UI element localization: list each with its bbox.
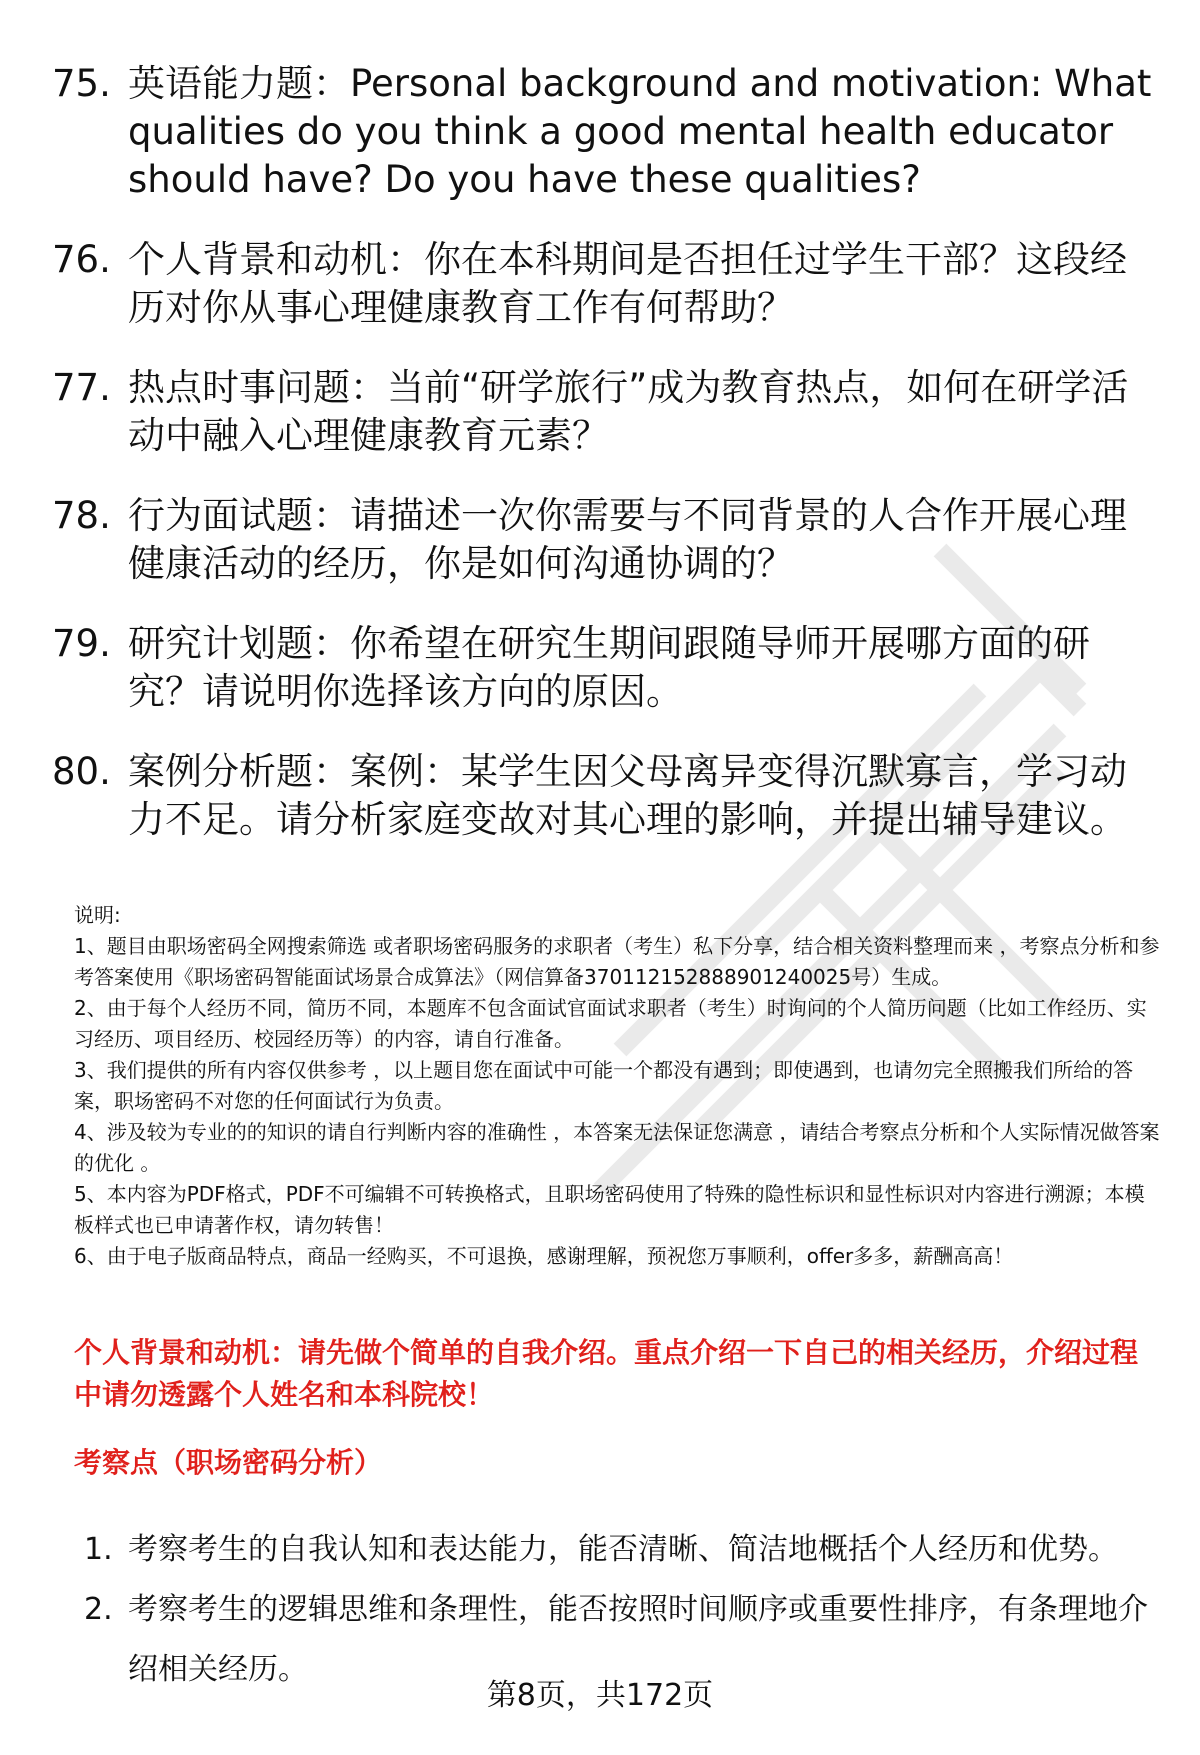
disclaimer-notes xyxy=(74,900,1164,1272)
note-item: 4、涉及较为专业的的知识的请自行判断内容的准确性 ，本答案无法保证您满意 ，请结合考察点分析和个人实际情况做答案的优化 。 xyxy=(74,1120,1160,1175)
analysis-point xyxy=(84,1520,1154,1580)
point-number: 1. xyxy=(84,1532,113,1567)
question-item xyxy=(52,748,1152,844)
notes-title: 说明: xyxy=(74,903,121,927)
question-number: 76. xyxy=(52,238,111,281)
question-item xyxy=(52,236,1152,332)
question-text: 案例分析题：案例：某学生因父母离异变得沉默寡言，学习动力不足。请分析家庭变故对其心理的影响，并提出辅导建议。 xyxy=(128,750,1127,841)
note-item: 1、题目由职场密码全网搜索筛选 或者职场密码服务的求职者（考生）私下分享，结合相关资料整理而来 ，考察点分析和参考答案使用《职场密码智能面试场景合成算法》（网信算备370112152888901240025号）生成。 xyxy=(74,934,1160,989)
question-list xyxy=(52,60,1152,876)
analysis-points xyxy=(84,1520,1154,1700)
section-title: 考察点（职场密码分析） xyxy=(74,1446,383,1479)
highlight-question: 个人背景和动机：请先做个简单的自我介绍。重点介绍一下自己的相关经历，介绍过程中请勿透露个人姓名和本科院校！ xyxy=(74,1336,1139,1411)
note-item: 3、我们提供的所有内容仅供参考 ，以上题目您在面试中可能一个都没有遇到；即使遇到，也请勿完全照搬我们所给的答案，职场密码不对您的任何面试行为负责。 xyxy=(74,1058,1134,1113)
question-text: 热点时事问题：当前“研学旅行”成为教育热点，如何在研学活动中融入心理健康教育元素？ xyxy=(128,366,1129,457)
question-item xyxy=(52,492,1152,588)
question-text: 行为面试题：请描述一次你需要与不同背景的人合作开展心理健康活动的经历，你是如何沟通协调的？ xyxy=(128,494,1127,585)
question-text: 研究计划题：你希望在研究生期间跟随导师开展哪方面的研究？请说明你选择该方向的原因。 xyxy=(128,622,1090,713)
question-number: 78. xyxy=(52,494,111,537)
point-text: 考察考生的逻辑思维和条理性，能否按照时间顺序或重要性排序，有条理地介绍相关经历。 xyxy=(128,1592,1148,1687)
question-number: 80. xyxy=(52,750,111,793)
note-item: 2、由于每个人经历不同，简历不同，本题库不包含面试官面试求职者（考生）时询问的个人简历问题（比如工作经历、实习经历、项目经历、校园经历等）的内容，请自行准备。 xyxy=(74,996,1147,1051)
page-footer: 第8页，共172页 xyxy=(486,1678,714,1713)
question-number: 77. xyxy=(52,366,111,409)
question-item xyxy=(52,364,1152,460)
note-item: 5、本内容为PDF格式，PDF不可编辑不可转换格式，且职场密码使用了特殊的隐性标识和显性标识对内容进行溯源；本模板样式也已申请著作权，请勿转售！ xyxy=(74,1182,1145,1237)
question-item xyxy=(52,60,1152,204)
question-number: 75. xyxy=(52,62,111,105)
question-text: 英语能力题：Personal background and motivation: What qualities do you think a good mental health educator should have? Do you have these qualities? xyxy=(128,62,1152,201)
question-text: 个人背景和动机：你在本科期间是否担任过学生干部？这段经历对你从事心理健康教育工作有何帮助？ xyxy=(128,238,1127,329)
point-text: 考察考生的自我认知和表达能力，能否清晰、简洁地概括个人经历和优势。 xyxy=(128,1532,1118,1567)
question-item xyxy=(52,620,1152,716)
question-number: 79. xyxy=(52,622,111,665)
point-number: 2. xyxy=(84,1592,113,1627)
note-item: 6、由于电子版商品特点，商品一经购买，不可退换，感谢理解，预祝您万事顺利，offer多多，薪酬高高！ xyxy=(74,1244,1014,1268)
